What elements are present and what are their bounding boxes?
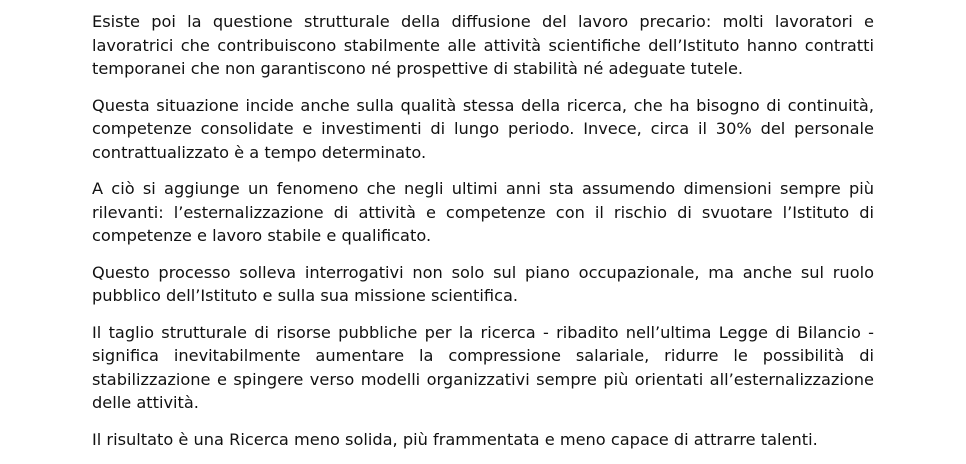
- document-body: [92, 10, 874, 464]
- paragraph-budget-cuts: Il taglio strutturale di risorse pubbliche per la ricerca - ribadito nell’ultima Legge di Bilancio - significa inevitabilmente aumentare la compressione salariale, ridurre le possibilità di stabilizzazione e spingere verso modelli organizzativi sempre più orientati all’esternalizzazione delle attività.: [92, 322, 874, 412]
- paragraph-precarious-work: Esiste poi la questione strutturale della diffusione del lavoro precario: molti lavoratori e lavoratrici che contribuiscono stabilmente alle attività scientifiche dell’Istituto hanno contratti temporanei che non garantiscono né prospettive di stabilità né adeguate tutele.: [92, 12, 874, 78]
- paragraph-result: Il risultato è una Ricerca meno solida, più frammentata e meno capace di attrarre talenti.: [92, 429, 818, 449]
- paragraph-research-quality: Questa situazione incide anche sulla qualità stessa della ricerca, che ha bisogno di continuità, competenze consolidate e investimenti di lungo periodo. Invece, circa il 30% del personale contrattualizzato è a tempo determinato.: [92, 95, 874, 162]
- paragraph-public-role: Questo processo solleva interrogativi non solo sul piano occupazionale, ma anche sul ruolo pubblico dell’Istituto e sulla sua missione scientifica.: [92, 262, 874, 305]
- paragraph-outsourcing: A ciò si aggiunge un fenomeno che negli ultimi anni sta assumendo dimensioni sempre più rilevanti: l’esternalizzazione di attività e competenze con il rischio di svuotare l’Istituto di competenze e lavoro stabile e qualificato.: [92, 179, 874, 245]
